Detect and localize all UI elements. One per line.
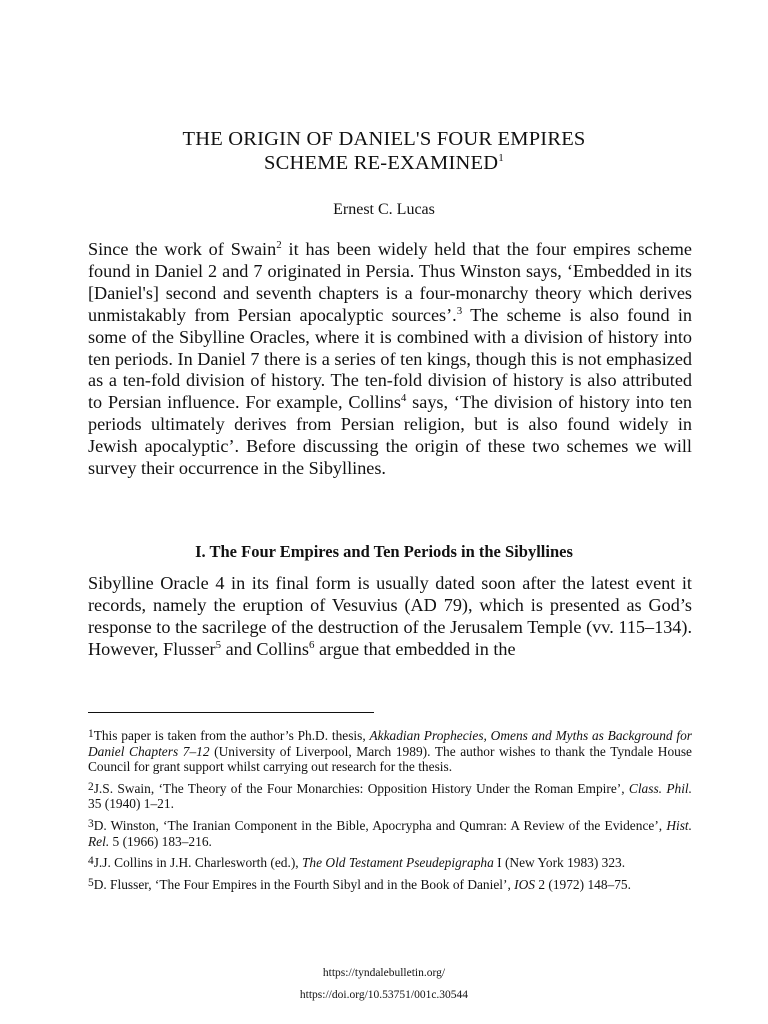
footnote-divider [88, 712, 374, 713]
footnote-italic: Akkadian Prophecies, Omens and Myths as Background for Daniel Chapters 7–12 [88, 728, 692, 759]
title-line-2-text: SCHEME RE-EXAMINED [264, 152, 499, 174]
text-run: says, ‘The division of history into ten periods ultimately derives from Persian religion, but is also found widely in Jewish apocalyptic’. Before discussing the origin of these two schemes we will survey their occurrence in the Sibyllines. [88, 392, 692, 479]
page-footer [0, 962, 768, 1006]
text-run: argue that embedded in the [314, 638, 516, 659]
footnote-number: 3 [88, 817, 94, 830]
footnotes-block [88, 727, 692, 897]
footnote-number: 1 [88, 728, 94, 740]
text-run: The scheme is also found in some of the Sibylline Oracles, where it is combined with a division of history into ten periods. In Daniel 7 there is a series of ten kings, though this is not emphasized as a ten-fold division of history. The ten-fold division of history is also attributed to Persian influence. For example, Collins [88, 304, 692, 413]
footnote-text: (University of Liverpool, March 1989). The author wishes to thank the Tyndale House Council for grant support whilst carrying out research for the thesis. [88, 743, 692, 775]
section-heading: I. The Four Empires and Ten Periods in the Sibyllines [195, 542, 573, 561]
footnote-marker-3: 3 [456, 304, 463, 317]
footnote-marker-4: 4 [400, 392, 407, 405]
footnote-number: 4 [88, 855, 94, 868]
footnote-italic: IOS [514, 876, 535, 892]
footnote-text: D. Winston, ‘The Iranian Component in the Bible, Apocrypha and Qumran: A Review of the Evidence’, [93, 817, 667, 833]
footnote-1 [88, 727, 692, 775]
footnote-4 [88, 854, 692, 871]
title-line-2 [60, 151, 708, 175]
footer-url-1[interactable]: https://tyndalebulletin.org/ [322, 967, 446, 979]
body-paragraph-2 [88, 573, 692, 661]
footnote-text: J.J. Collins in J.H. Charlesworth (ed.), [93, 855, 302, 871]
title-line-1: THE ORIGIN OF DANIEL'S FOUR EMPIRES [182, 128, 586, 150]
footnote-text: I (New York 1983) 323. [493, 855, 626, 871]
title-footnote-marker: 1 [498, 152, 504, 165]
footnote-2 [88, 780, 692, 812]
footnote-marker-5: 5 [215, 638, 222, 651]
article-title [60, 127, 708, 175]
footnote-italic: The Old Testament Pseudepigrapha [301, 855, 494, 871]
footnote-text: This paper is taken from the author’s Ph.D. thesis, [93, 728, 370, 743]
text-run: and Collins [221, 638, 309, 659]
footnote-italic: Hist. Rel. [88, 817, 692, 849]
footnote-italic: Class. Phil. [628, 780, 692, 796]
footer-url-2[interactable]: https://doi.org/10.53751/001c.30544 [299, 989, 469, 1001]
footnote-number: 2 [88, 780, 94, 793]
footnote-marker-6: 6 [308, 638, 315, 651]
footnote-marker-2: 2 [276, 238, 282, 251]
footnote-text: J.S. Swain, ‘The Theory of the Four Monarchies: Opposition History Under the Roman Empire’, [93, 780, 629, 796]
footnote-number: 5 [88, 876, 94, 889]
footnote-text: 35 (1940) 1–21. [88, 796, 174, 812]
text-run: it has been widely held that the four empires scheme found in Daniel 2 and 7 originated in Persia. Thus Winston says, ‘Embedded in its [Daniel's] second and seventh chapters is a four-monarchy theory which derives unmistakably from Persian apocalyptic sources’. [88, 239, 692, 325]
text-run: Since the work of Swain [88, 239, 277, 259]
author-name: Ernest C. Lucas [333, 201, 435, 218]
footnote-5 [88, 876, 692, 893]
body-paragraph-1 [88, 239, 692, 480]
text-run: Sibylline Oracle 4 in its final form is usually dated soon after the latest event it records, namely the eruption of Vesuvius (AD 79), which is presented as God’s response to the sacrilege of the destruction of the Jerusalem Temple (vv. 115–134). However, Flusser [88, 573, 692, 659]
footnote-text: 2 (1972) 148–75. [535, 876, 631, 892]
footnote-3 [88, 817, 692, 849]
footnote-text: D. Flusser, ‘The Four Empires in the Fourth Sibyl and in the Book of Daniel’, [93, 876, 515, 892]
footnote-text: 5 (1966) 183–216. [109, 833, 212, 849]
